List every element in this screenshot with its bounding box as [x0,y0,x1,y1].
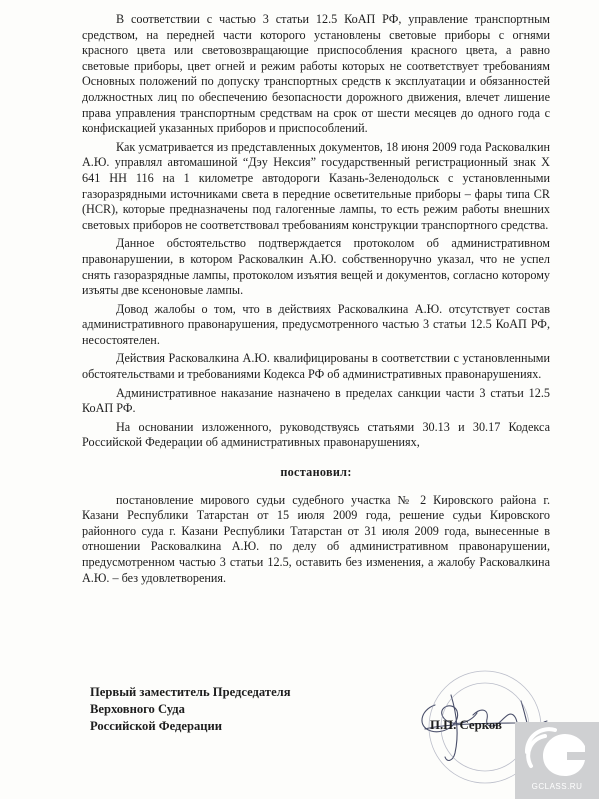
document-body [82,12,550,586]
paragraph-7: На основании изложенного, руководствуясь статьями 30.13 и 30.17 Кодекса Российской Федерации об административных правонарушениях, [82,419,550,450]
paragraph-1: В соответствии с частью 3 статьи 12.5 КоАП РФ, управление транспортным средством, на передней части которого установлены световые приборы с огнями красного цвета или световозвращающие приспособления красного цвета, а равно световые приборы, цвет огней и режим работы которых не соответствует требованиям Основных положений по допуску транспортных средств к эксплуатации и обязанностей должностных лиц по обеспечению безопасности дорожного движения, влечет лишение права управления транспортным средствам на срок от шести месяцев до одного года с конфискацией указанных приборов и приспособлений. [82,12,550,136]
paragraph-2: Как усматривается из представленных документов, 18 июня 2009 года Расковалкин А.Ю. управлял автомашиной “Дэу Нексия” государственный регистрационный знак Х 641 НН 116 на 1 километре автодороги Казань-Зеленодольск с установленными газоразрядными источниками света в передние осветительные приборы – фары типа CR (HCR), которые предназначены под галогенные лампы, то есть режим работы внешних световых приборов не соответствовал требованиям конструкции транспортного средства. [82,139,550,232]
watermark-text: GCLASS.RU [531,782,583,791]
paragraph-5: Действия Расковалкина А.Ю. квалифицированы в соответствии с установленными обстоятельствами и требованиями Кодекса РФ об административных правонарушениях. [82,351,550,382]
paragraph-4: Довод жалобы о том, что в действиях Расковалкина А.Ю. отсутствует состав административного правонарушения, предусмотренного частью 3 статьи 12.5 КоАП РФ, несостоятелен. [82,301,550,347]
signatory-title-line-1: Первый заместитель Председателя [90,685,291,699]
decision-heading: постановил: [280,465,352,480]
signatory-title [90,684,390,734]
signatory-name: П.П. Серков [430,718,502,732]
resolution-paragraph: постановление мирового судьи судебного участка № 2 Кировского района г. Казани Республики Татарстан от 15 июля 2009 года, решение судьи Кировского районного суда г. Казани Республики Татарстан от 31 июля 2009 года, вынесенные в отношении Расковалкина А.Ю. по делу об административном правонарушении, предусмотренном частью 3 статьи 12.5, оставить без изменения, а жалобу Расковалкина А.Ю. – без удовлетворения. [82,492,550,585]
gclass-logo-icon [515,722,599,784]
paragraph-3: Данное обстоятельство подтверждается протоколом об административном правонарушении, в котором Расковалкин А.Ю. собственноручно указал, что не успел снять газоразрядные лампы, протоколом изъятия вещей и документов, согласно которому изъяты две ксеноновые лампы. [82,236,550,298]
signatory-title-line-2: Верховного Суда [90,701,185,716]
site-watermark [515,722,599,799]
signatory-title-line-3: Российской Федерации [90,718,223,733]
paragraph-6: Административное наказание назначено в пределах санкции части 3 статьи 12.5 КоАП РФ. [82,385,550,416]
